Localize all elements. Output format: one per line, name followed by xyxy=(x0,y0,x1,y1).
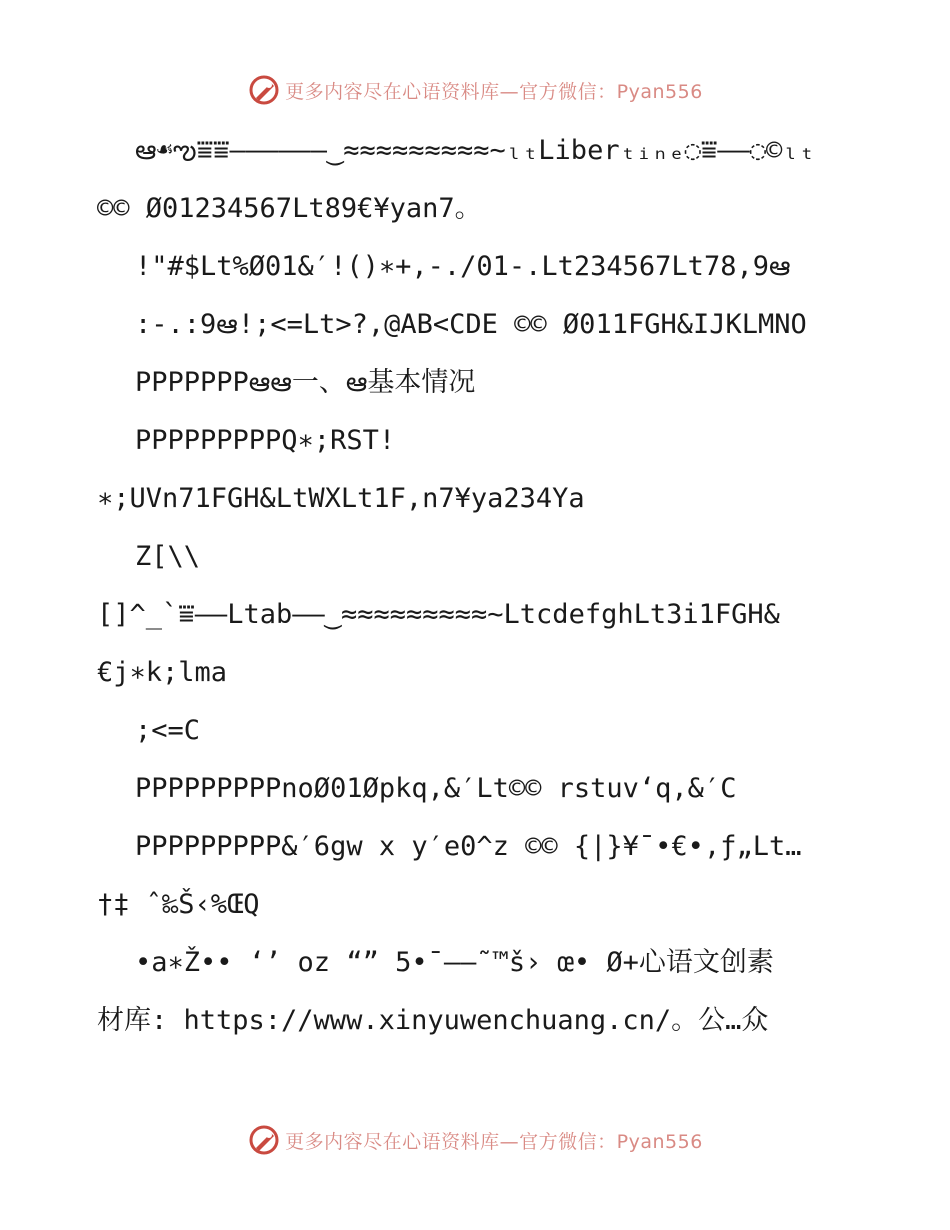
pen-logo-icon xyxy=(247,1123,281,1157)
banner-text: 更多内容尽在心语资料库—官方微信：Pyan556 xyxy=(285,80,703,103)
text-line: PPPPPPPPPnoØ01Øpkq,&′Lt©© rstuv‘q,&′C xyxy=(135,773,737,804)
text-line: !"#$Lt%Ø01&′!()∗+,-./01-.Lt234567Lt78,9ఆ xyxy=(135,251,791,282)
text-line: †‡ ˆ‰Š‹%ŒQ xyxy=(97,889,260,920)
text-line: 材库: https://www.xinyuwenchuang.cn/。公…众 xyxy=(97,1005,769,1036)
text-line: []^_`⩸——Ltab——‿≈≈≈≈≈≈≈≈≈~LtcdefghLt3i1FGH& xyxy=(97,599,780,630)
header-banner xyxy=(0,70,950,110)
banner-text: 更多内容尽在心语资料库—官方微信：Pyan556 xyxy=(285,1130,703,1153)
text-line: ;<=C xyxy=(135,715,201,746)
text-line: PPPPPPPఆఆ一、ఆ基本情况 xyxy=(135,367,476,398)
document-body xyxy=(97,122,857,1050)
text-line: •a∗Ž•• ‘’ oz “” 5•¯–—˜™š› œ• Ø+心语文创素 xyxy=(135,947,774,978)
text-line: ఆ☙ఌ⩸⩸——————‿≈≈≈≈≈≈≈≈≈~ₗₜLiberₜᵢₙₑ◌⩸——◌©ₗₜ xyxy=(135,135,815,166)
pen-logo-icon xyxy=(247,73,281,107)
text-line: PPPPPPPPPQ∗;RST! xyxy=(135,425,396,456)
text-line: Z[\\ xyxy=(135,541,201,572)
text-line: PPPPPPPPP&′6gw x y′e0^z ©© {|}¥¯•€•,ƒ„Lt… xyxy=(135,831,802,862)
text-line: ∗;UVn71FGH&LtWXLt1F,n7¥ya234Ya xyxy=(97,483,585,514)
text-line: :-.:9ఆ!;<=Lt>?,@AB<CDE ©© Ø011FGH&IJKLMNO xyxy=(135,309,807,340)
footer-banner xyxy=(0,1120,950,1160)
text-line: ©© Ø01234567Lt89€¥yan7。 xyxy=(97,193,482,224)
text-line: €j∗k;lma xyxy=(97,657,228,688)
